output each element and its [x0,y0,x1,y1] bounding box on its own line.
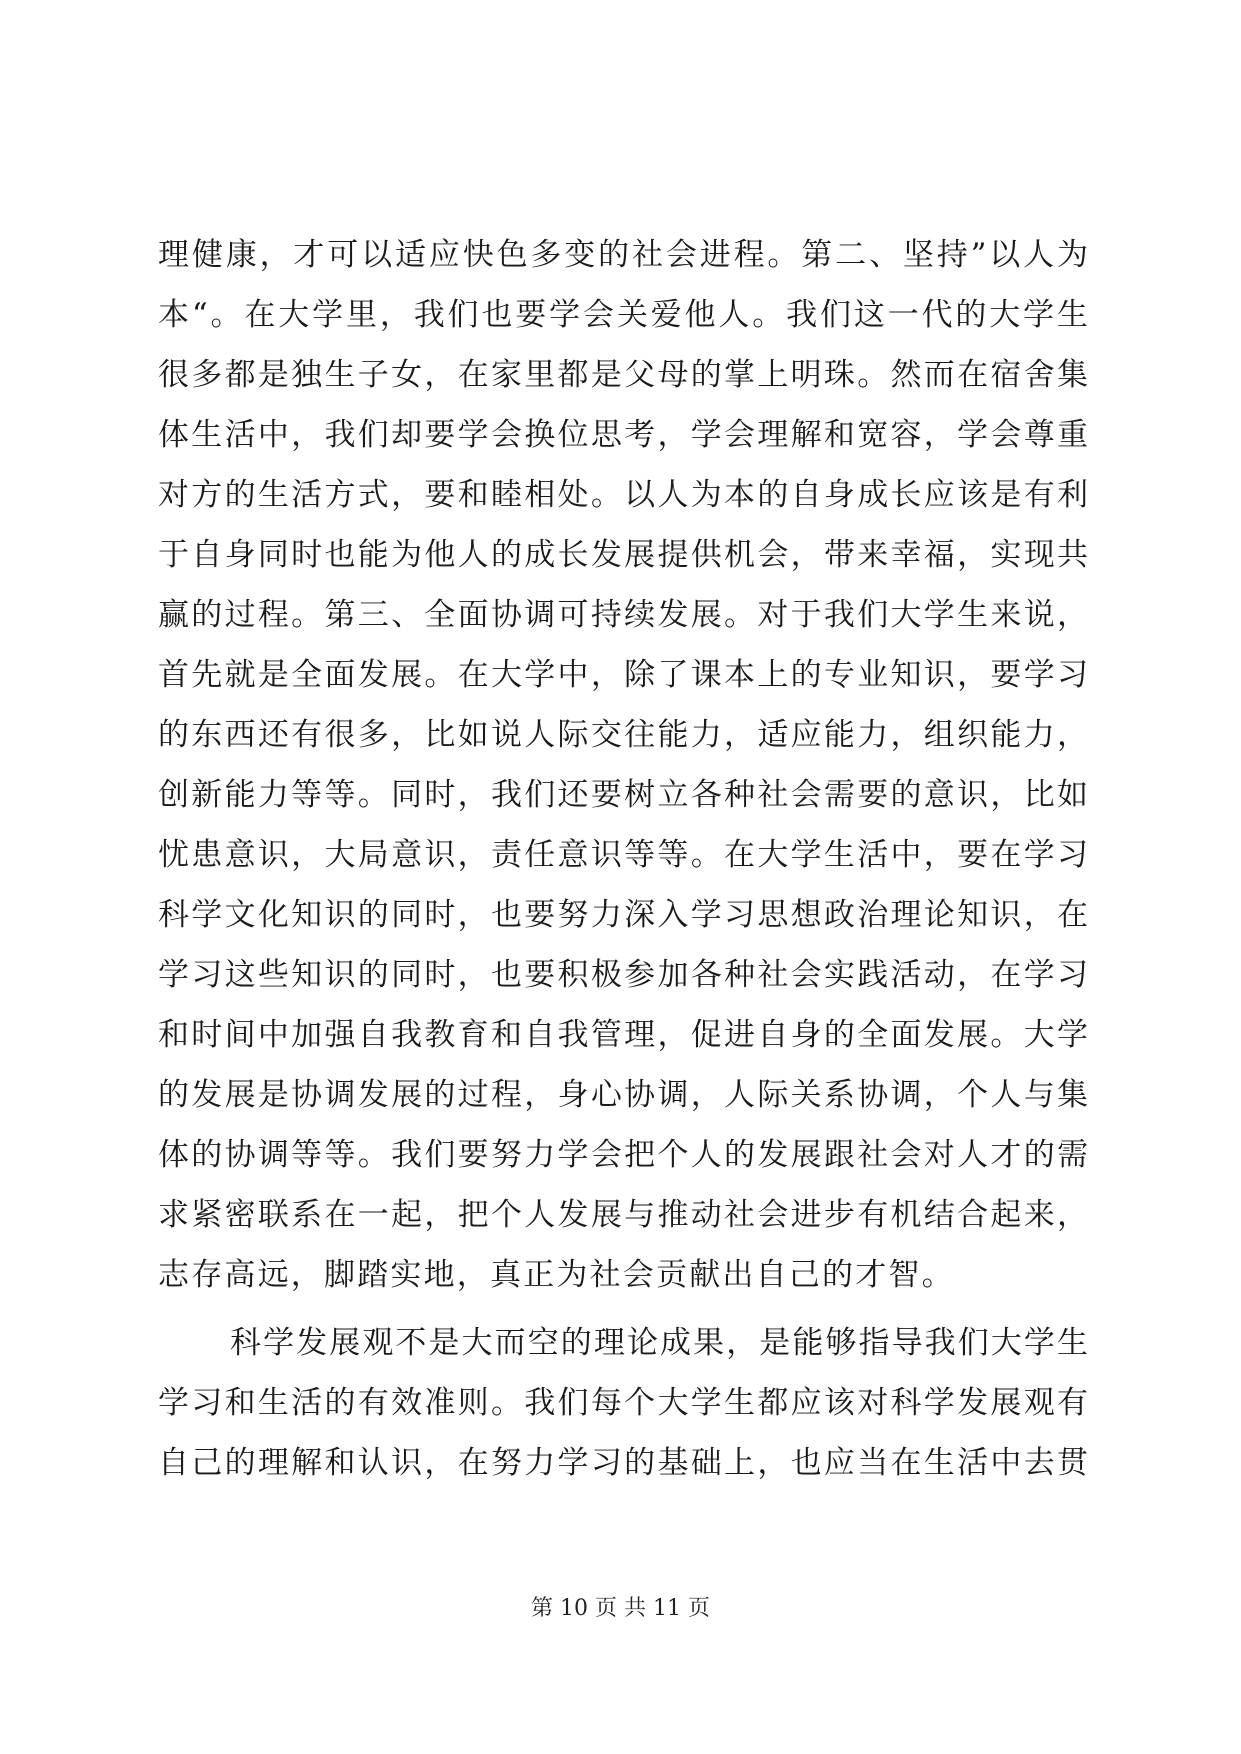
paragraph-2 [158,1313,1088,1493]
paragraph-gap [158,1305,1088,1313]
text-line: 本“。在大学里，我们也要学会关爱他人。我们这一代的大学生 [158,297,1088,333]
text-line: 求紧密联系在一起，把个人发展与推动社会进步有机结合起来， [158,1197,1088,1233]
text-line: 对方的生活方式，要和睦相处。以人为本的自身成长应该是有利 [158,477,1088,513]
text-line: 很多都是独生子女，在家里都是父母的掌上明珠。然而在宿舍集 [158,357,1088,393]
text-line: 创新能力等等。同时，我们还要树立各种社会需要的意识，比如 [158,777,1088,813]
paragraph-1 [158,225,1088,1305]
text-line: 的发展是协调发展的过程，身心协调，人际关系协调，个人与集 [158,1077,1088,1113]
text-line: 学习和生活的有效准则。我们每个大学生都应该对科学发展观有 [158,1385,1088,1421]
document-body [158,225,1088,1493]
text-line: 忧患意识，大局意识，责任意识等等。在大学生活中，要在学习 [158,837,1088,873]
text-line: 首先就是全面发展。在大学中，除了课本上的专业知识，要学习 [158,657,1088,693]
text-line: 和时间中加强自我教育和自我管理，促进自身的全面发展。大学 [158,1017,1088,1053]
text-line: 理健康，才可以适应快色多变的社会进程。第二、坚持”以人为 [158,237,1088,273]
text-line: 于自身同时也能为他人的成长发展提供机会，带来幸福，实现共 [158,537,1088,573]
text-line: 的东西还有很多，比如说人际交往能力，适应能力，组织能力， [158,717,1088,753]
text-line: 学习这些知识的同时，也要积极参加各种社会实践活动，在学习 [158,957,1088,993]
page-number-label: 第 10 页 共 11 页 [531,1596,710,1621]
text-line: 体的协调等等。我们要努力学会把个人的发展跟社会对人才的需 [158,1137,1088,1173]
text-line: 赢的过程。第三、全面协调可持续发展。对于我们大学生来说， [158,597,1088,633]
text-line: 科学发展观不是大而空的理论成果，是能够指导我们大学生 [230,1325,1088,1361]
text-line: 体生活中，我们却要学会换位思考，学会理解和宽容，学会尊重 [158,417,1088,453]
text-line: 科学文化知识的同时，也要努力深入学习思想政治理论知识，在 [158,897,1088,933]
text-line: 自己的理解和认识，在努力学习的基础上，也应当在生活中去贯 [158,1445,1088,1481]
page-footer [0,1594,1241,1624]
text-line: 志存高远，脚踏实地，真正为社会贡献出自己的才智。 [158,1257,955,1293]
